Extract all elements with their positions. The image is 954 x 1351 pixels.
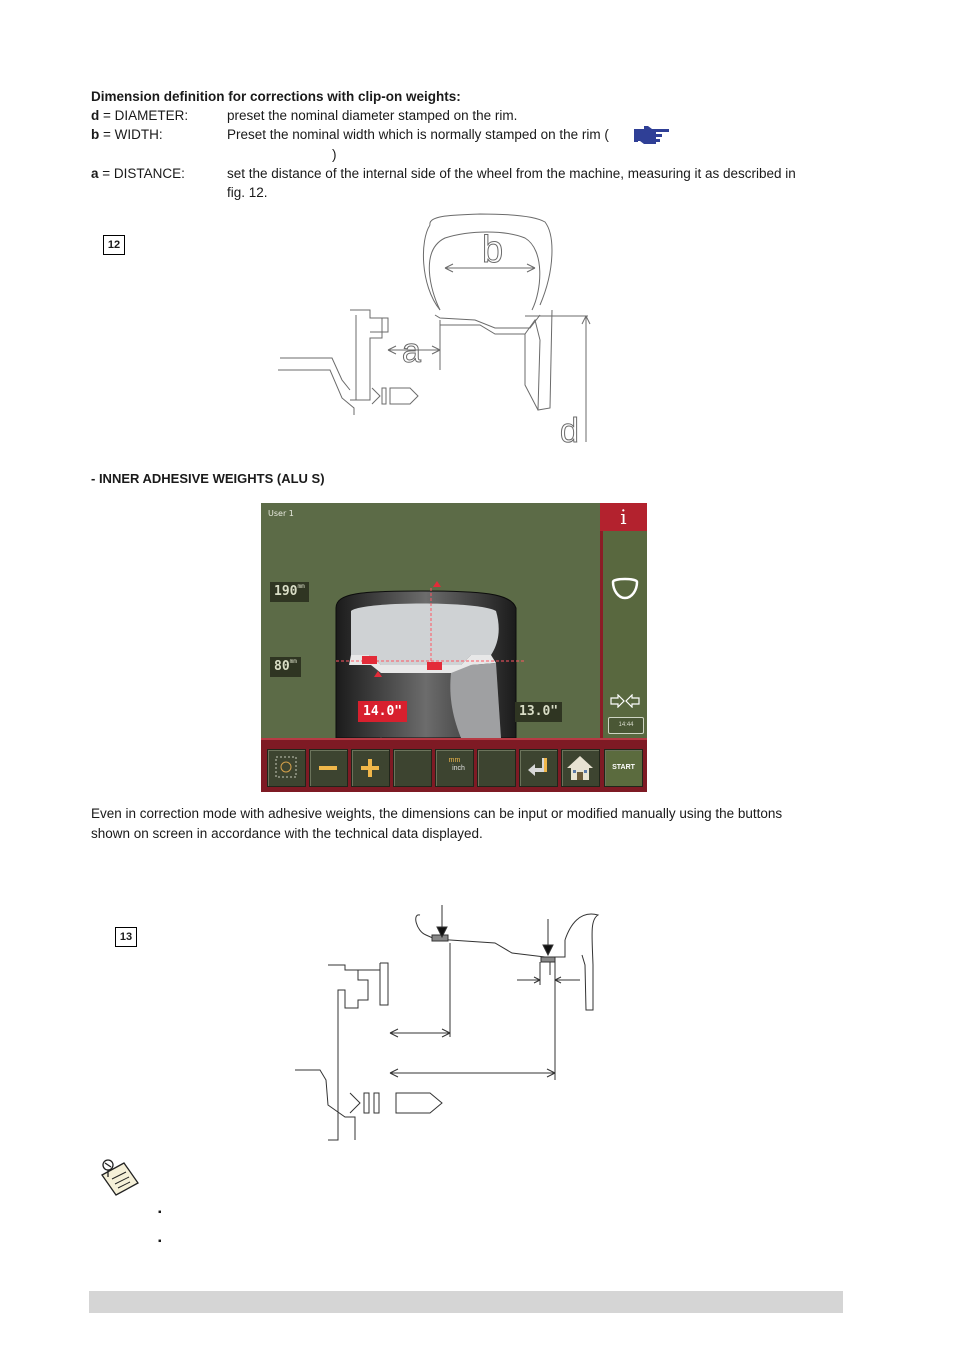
balancer-screen	[261, 503, 647, 792]
section-heading: Dimension definition for corrections with clip-on weights:	[91, 89, 461, 104]
home-button[interactable]	[561, 749, 600, 787]
minus-button[interactable]	[309, 749, 348, 787]
bullet-1: ▪	[158, 1207, 162, 1218]
figure-12-number: 12	[103, 235, 125, 255]
figure-13-number: 13	[115, 927, 137, 947]
tire-icon[interactable]	[610, 576, 640, 602]
arrow-up-icon	[374, 671, 382, 677]
outer-weight-marker	[427, 662, 442, 670]
def-a-label: a = DISTANCE:	[91, 166, 185, 181]
empty-button-1[interactable]	[393, 749, 432, 787]
outer-diameter-display[interactable]: 13.0"	[515, 702, 562, 722]
pointing-hand-icon	[634, 122, 670, 144]
label-a: a	[402, 332, 421, 370]
def-b-close: )	[332, 147, 337, 162]
info-button[interactable]: i	[600, 503, 647, 531]
arrow-up-icon	[433, 581, 441, 587]
body-text-line-1: Even in correction mode with adhesive weights, the dimensions can be input or modified manually using the buttons	[91, 806, 783, 821]
def-a-text-2: fig. 12.	[227, 185, 268, 200]
body-text-line-2: shown on screen in accordance with the technical data displayed.	[91, 826, 483, 841]
def-b-text: Preset the nominal width which is normally stamped on the rim (	[227, 127, 609, 142]
wheel-section-graphic	[321, 583, 531, 743]
compare-arrows-icon[interactable]	[610, 694, 640, 708]
def-a-text: set the distance of the internal side of the wheel from the machine, measuring it as described in	[227, 166, 796, 181]
section-2-heading: - INNER ADHESIVE WEIGHTS (ALU S)	[91, 471, 325, 486]
bottom-toolbar	[261, 738, 647, 792]
start-button[interactable]: START	[604, 749, 643, 787]
user-label: User 1	[268, 509, 294, 518]
width-display: $190^{mm}$	[270, 582, 309, 602]
figure-13-rim-diagram	[290, 905, 610, 1150]
enter-button[interactable]	[519, 749, 558, 787]
wheel-select-button[interactable]	[267, 749, 306, 787]
inner-weight-marker	[362, 656, 377, 664]
figure-12-wheel-diagram	[270, 210, 630, 450]
inner-diameter-display[interactable]: 14.0"	[358, 701, 407, 722]
def-b-label: b = WIDTH:	[91, 127, 163, 142]
clock: 14:44	[608, 717, 644, 734]
empty-button-2[interactable]	[477, 749, 516, 787]
label-d: d	[560, 412, 579, 450]
footer-bar	[89, 1291, 843, 1313]
def-d-label: d = DIAMETER:	[91, 108, 189, 123]
bullet-2: ▪	[158, 1236, 162, 1247]
unit-toggle-button[interactable]: mm inch	[435, 749, 474, 787]
label-b: b	[482, 229, 504, 271]
distance-display: $80^{mm}$	[270, 657, 301, 677]
note-icon	[96, 1153, 142, 1199]
plus-button[interactable]	[351, 749, 390, 787]
def-d-text: preset the nominal diameter stamped on the rim.	[227, 108, 518, 123]
